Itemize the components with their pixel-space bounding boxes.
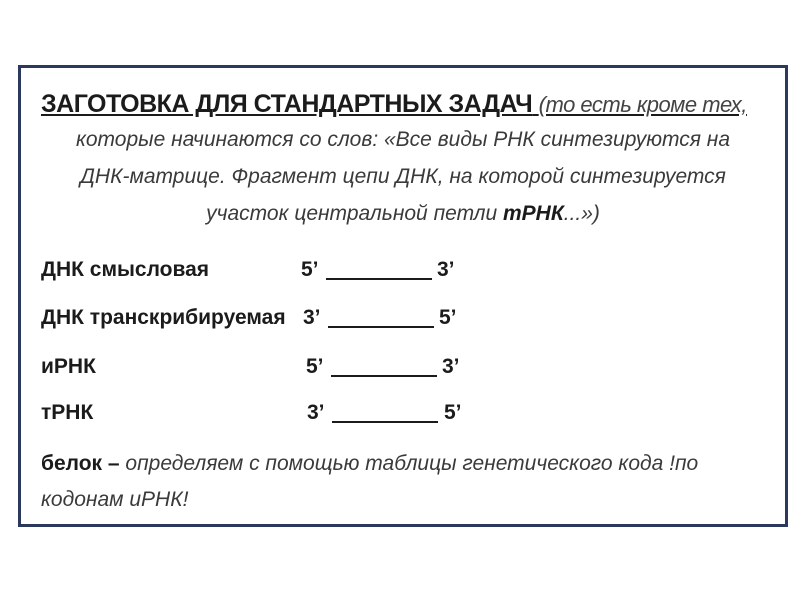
row-end: 3’ (442, 355, 460, 378)
row-end: 5’ (439, 306, 457, 329)
task-template-card (18, 65, 788, 527)
row-blank (332, 421, 438, 423)
row-end: 3’ (437, 258, 455, 281)
row-dna-sense (41, 258, 455, 282)
row-blank (326, 278, 432, 280)
row-trna (41, 401, 462, 425)
intro-line-2: ДНК-матрице. Фрагмент цепи ДНК, на которой синтезируется (80, 165, 726, 188)
intro-line-1: которые начинаются со слов: «Все виды РНК синтезируются на (75, 128, 731, 151)
row-start: 3’ (307, 401, 325, 424)
row-start: 5’ (301, 258, 319, 281)
protein-text-2: кодонам иРНК! (41, 488, 189, 511)
intro-last-suffix: ...») (563, 202, 600, 225)
intro-last-bold: тРНК (502, 202, 564, 225)
intro-last-prefix: участок центральной петли (206, 202, 503, 225)
row-start: 3’ (303, 306, 321, 329)
row-dna-template (41, 306, 457, 330)
row-mrna (41, 355, 460, 379)
row-end: 5’ (444, 401, 462, 424)
protein-label: белок – (41, 452, 120, 475)
row-label: тРНК (41, 401, 94, 424)
title-note: (то есть кроме тех, (538, 92, 747, 117)
row-blank (331, 375, 437, 377)
row-label: ДНК транскрибируемая (41, 306, 286, 329)
protein-text-1: определяем с помощью таблицы генетического кода !по (119, 452, 699, 475)
row-blank (328, 326, 434, 328)
protein-line-1 (41, 452, 698, 476)
row-start: 5’ (306, 355, 324, 378)
template-title (41, 90, 747, 119)
protein-line-2 (41, 488, 188, 512)
title-text: ЗАГОТОВКА ДЛЯ СТАНДАРТНЫХ ЗАДАЧ (41, 90, 533, 118)
intro-line-3 (21, 202, 785, 226)
row-label: ДНК смысловая (41, 258, 210, 281)
row-label: иРНК (41, 355, 96, 378)
